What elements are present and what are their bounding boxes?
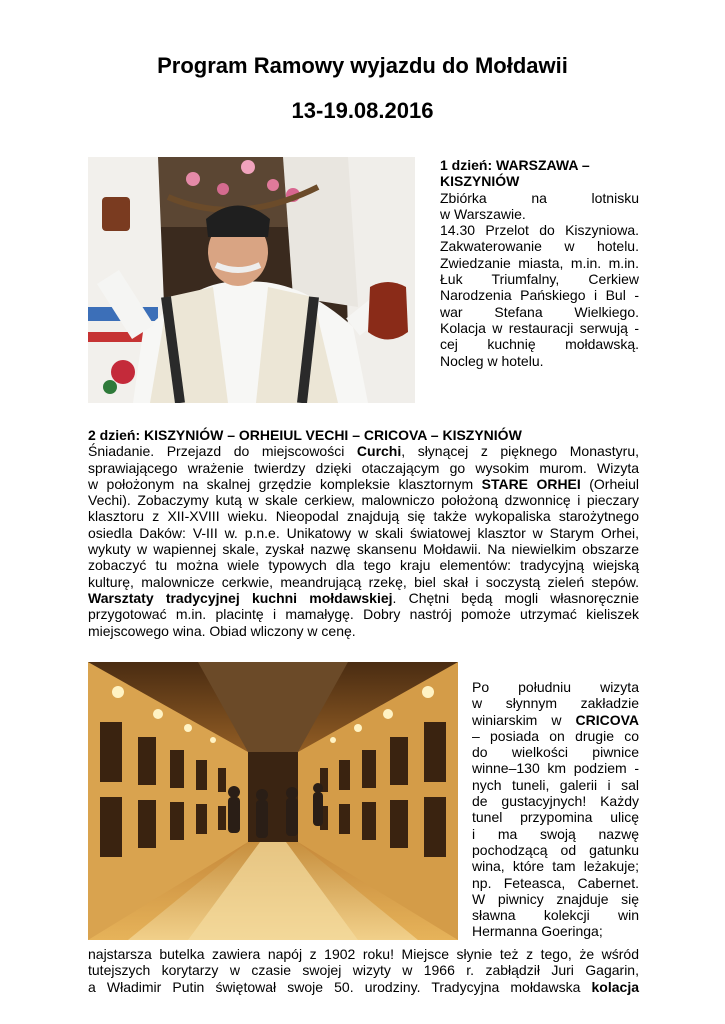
day1-line: Zakwaterowanie w hotelu.: [440, 238, 639, 255]
day1-line: Kolacja w restauracji serwują -: [440, 319, 639, 336]
cricova-line: de gustacyjnych! Każdy: [472, 793, 639, 810]
day2-line: wykuty w wapiennej skale, zyskał nazwę skansenu Mołdawii. Na niewielkim obszarze: [88, 541, 639, 558]
day2-line: Warsztaty tradycyjnej kuchni mołdawskiej. Chętni będą mogli własnoręcznie: [88, 589, 639, 606]
day2-line: przygotować m.in. placintę i mamałygę. Dobry nastrój pomoże utrzymać kieliszek: [88, 606, 639, 623]
day1-section: [440, 157, 639, 369]
cricova-line: do wielkości piwnice: [472, 744, 639, 761]
cricova-continued: [88, 946, 639, 995]
cricova-line: nych tuneli, galerii i sal: [472, 776, 639, 793]
day1-heading-line1: 1 dzień: WARSZAWA –: [440, 157, 590, 173]
cricova-line: Po południu wizyta: [472, 679, 639, 695]
day2-line: sprawiającego wrażenie twierdzy dzięki otaczającym go wysokim murom. Wizyta: [88, 459, 639, 476]
cricova-line: pochodzącą od gatunku: [472, 841, 639, 858]
bottom-line: a Władimir Putin świętował swoje 50. urodziny. Tradycyjna mołdawska kolacja: [88, 978, 639, 995]
cricova-line: – posiada on drugie co: [472, 727, 639, 744]
day2-line: kulturę, malownicze cerkwie, meandrującą rzekę, biel skał i soczystą zieleń stepów.: [88, 573, 639, 590]
bottom-line: tutejszych korytarzy w czasie swojej wizyty w 1966 r. zabłądził Juri Gagarin,: [88, 962, 639, 979]
cricova-line: tunel przypomina ulicę: [472, 809, 639, 826]
bottom-line: najstarsza butelka zawiera napój z 1902 roku! Miejsce słynie też z tego, że wśród: [88, 946, 639, 962]
day2-line: Śniadanie. Przejazd do miejscowości Curchi, słynącej z pięknego Monastyru,: [88, 443, 640, 460]
page-title: Program Ramowy wyjazdu do Mołdawii: [157, 53, 568, 78]
cricova-line: W piwnicy znajduje się: [472, 890, 639, 907]
day1-line: w Warszawie.: [440, 205, 526, 222]
cricova-line: Hermanna Goeringa;: [472, 923, 603, 940]
cricova-line: wina, które tam leżakuje;: [472, 858, 639, 875]
day1-line: 14.30 Przelot do Kiszyniowa.: [440, 222, 639, 239]
day2-section: [88, 427, 639, 639]
day2-line: klasztoru z XII-XVIII wieku. Nieopodal znajdują się także wykopaliska starożytnego: [88, 508, 639, 525]
day2-line: w położonym na skalnej grzędzie kompleksie klasztornym STARE ORHEI (Orheiul: [88, 475, 640, 492]
cricova-line: sławna kolekcji win: [472, 907, 639, 924]
cricova-section: [472, 679, 639, 940]
folk-host-photo: [88, 157, 415, 403]
day1-line: Zbiórka na lotnisku: [440, 189, 639, 206]
cricova-cellar-photo: [88, 662, 458, 940]
day1-heading-line2: KISZYNIÓW: [440, 173, 520, 190]
day1-line: Zwiedzanie miasta, m.in. m.in.: [440, 254, 639, 271]
day1-line: war Stefana Wielkiego.: [440, 303, 639, 320]
cricova-line: winne–130 km podziem -: [472, 760, 639, 777]
trip-dates: 13-19.08.2016: [291, 98, 434, 123]
day1-line: Łuk Triumfalny, Cerkiew: [440, 271, 639, 288]
day1-line: Nocleg w hotelu.: [440, 352, 544, 369]
cricova-line: np. Feteasca, Cabernet.: [472, 874, 639, 891]
day2-line: osiedla Daków: V-III w. p.n.e. Unikatowy w skali światowej klasztor w Starym Orhei,: [88, 524, 639, 541]
day2-line: zobaczyć tu można wiele typowych dla tego kraju elementów: tradycyjną wiejską: [88, 557, 639, 574]
day1-line: Narodzenia Pańskiego i Bul -: [440, 287, 639, 304]
day2-line: miejscowego wina. Obiad wliczony w cenę.: [88, 622, 356, 639]
cricova-line: i ma swoją nazwę: [472, 825, 639, 842]
day2-line: Vechi). Zobaczymy kutą w skale cerkiew, malowniczo położoną dzwonnicę i pieczary: [88, 492, 639, 509]
day1-line: cej kuchnię mołdawską.: [440, 336, 639, 353]
day2-heading: 2 dzień: KISZYNIÓW – ORHEIUL VECHI – CRICOVA – KISZYNIÓW: [88, 427, 522, 443]
cricova-line: w słynnym zakładzie: [472, 695, 639, 712]
cricova-line: winiarskim w CRICOVA: [472, 711, 640, 728]
